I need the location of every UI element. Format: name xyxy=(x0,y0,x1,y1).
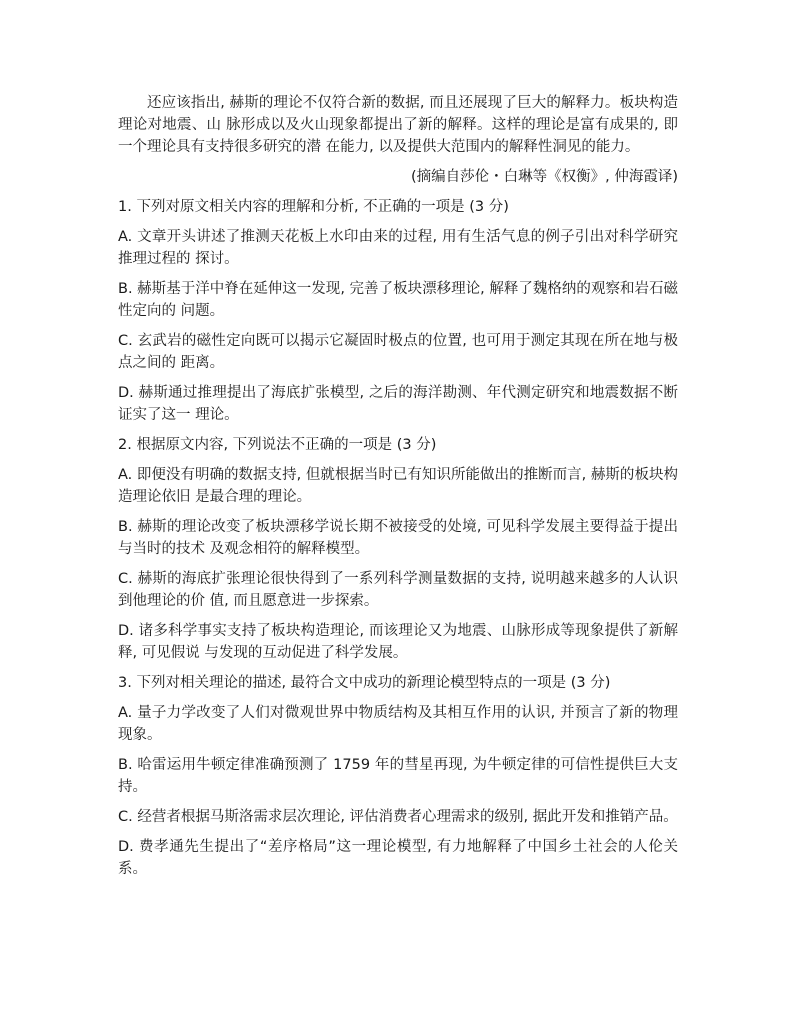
question-3-option-a: A. 量子力学改变了人们对微观世界中物质结构及其相互作用的认识, 并预言了新的物理现象。 xyxy=(118,705,678,743)
document-page xyxy=(118,92,678,880)
passage-source: (摘编自莎伦・白琳等《权衡》, 仲海霞译) xyxy=(410,169,678,185)
question-3-stem: 3. 下列对相关理论的描述, 最符合文中成功的新理论模型特点的一项是 (3 分) xyxy=(118,675,611,691)
question-1-option-a: A. 文章开头讲述了推测天花板上水印由来的过程, 用有生活气息的例子引出对科学研究推理过程的 探讨。 xyxy=(118,229,678,267)
question-1-stem: 1. 下列对原文相关内容的理解和分析, 不正确的一项是 (3 分) xyxy=(118,199,509,215)
question-2-option-c: C. 赫斯的海底扩张理论很快得到了一系列科学测量数据的支持, 说明越来越多的人认识到他理论的价 值, 而且愿意进一步探索。 xyxy=(118,571,678,609)
question-3-option-c: C. 经营者根据马斯洛需求层次理论, 评估消费者心理需求的级别, 据此开发和推销产品。 xyxy=(118,809,678,825)
question-3-option-b: B. 哈雷运用牛顿定律准确预测了 1759 年的彗星再现, 为牛顿定律的可信性提供巨大支持。 xyxy=(118,757,678,795)
question-2-option-b: B. 赫斯的理论改变了板块漂移学说长期不被接受的处境, 可见科学发展主要得益于提出与当时的技术 及观念相符的解释模型。 xyxy=(118,519,678,557)
question-1-option-b: B. 赫斯基于洋中脊在延伸这一发现, 完善了板块漂移理论, 解释了魏格纳的观察和岩石磁性定向的 问题。 xyxy=(118,281,678,319)
passage-paragraph: 还应该指出, 赫斯的理论不仅符合新的数据, 而且还展现了巨大的解释力。板块构造理论对地震、山 脉形成以及火山现象都提出了新的解释。这样的理论是富有成果的, 即一个理论具有支持很多研究的潜 在能力, 以及提供大范围内的解释性洞见的能力。 xyxy=(118,95,678,155)
question-2-option-d: D. 诸多科学事实支持了板块构造理论, 而该理论又为地震、山脉形成等现象提供了新解释, 可见假说 与发现的互动促进了科学发展。 xyxy=(118,623,678,661)
question-3-option-d: D. 费孝通先生提出了“差序格局”这一理论模型, 有力地解释了中国乡土社会的人伦关系。 xyxy=(118,839,678,877)
question-2-option-a: A. 即便没有明确的数据支持, 但就根据当时已有知识所能做出的推断而言, 赫斯的板块构造理论依旧 是最合理的理论。 xyxy=(118,467,678,505)
question-2-stem: 2. 根据原文内容, 下列说法不正确的一项是 (3 分) xyxy=(118,437,437,453)
question-1-option-d: D. 赫斯通过推理提出了海底扩张模型, 之后的海洋勘测、年代测定研究和地震数据不断证实了这一 理论。 xyxy=(118,385,678,423)
question-1-option-c: C. 玄武岩的磁性定向既可以揭示它凝固时极点的位置, 也可用于测定其现在所在地与极点之间的 距离。 xyxy=(118,333,678,371)
